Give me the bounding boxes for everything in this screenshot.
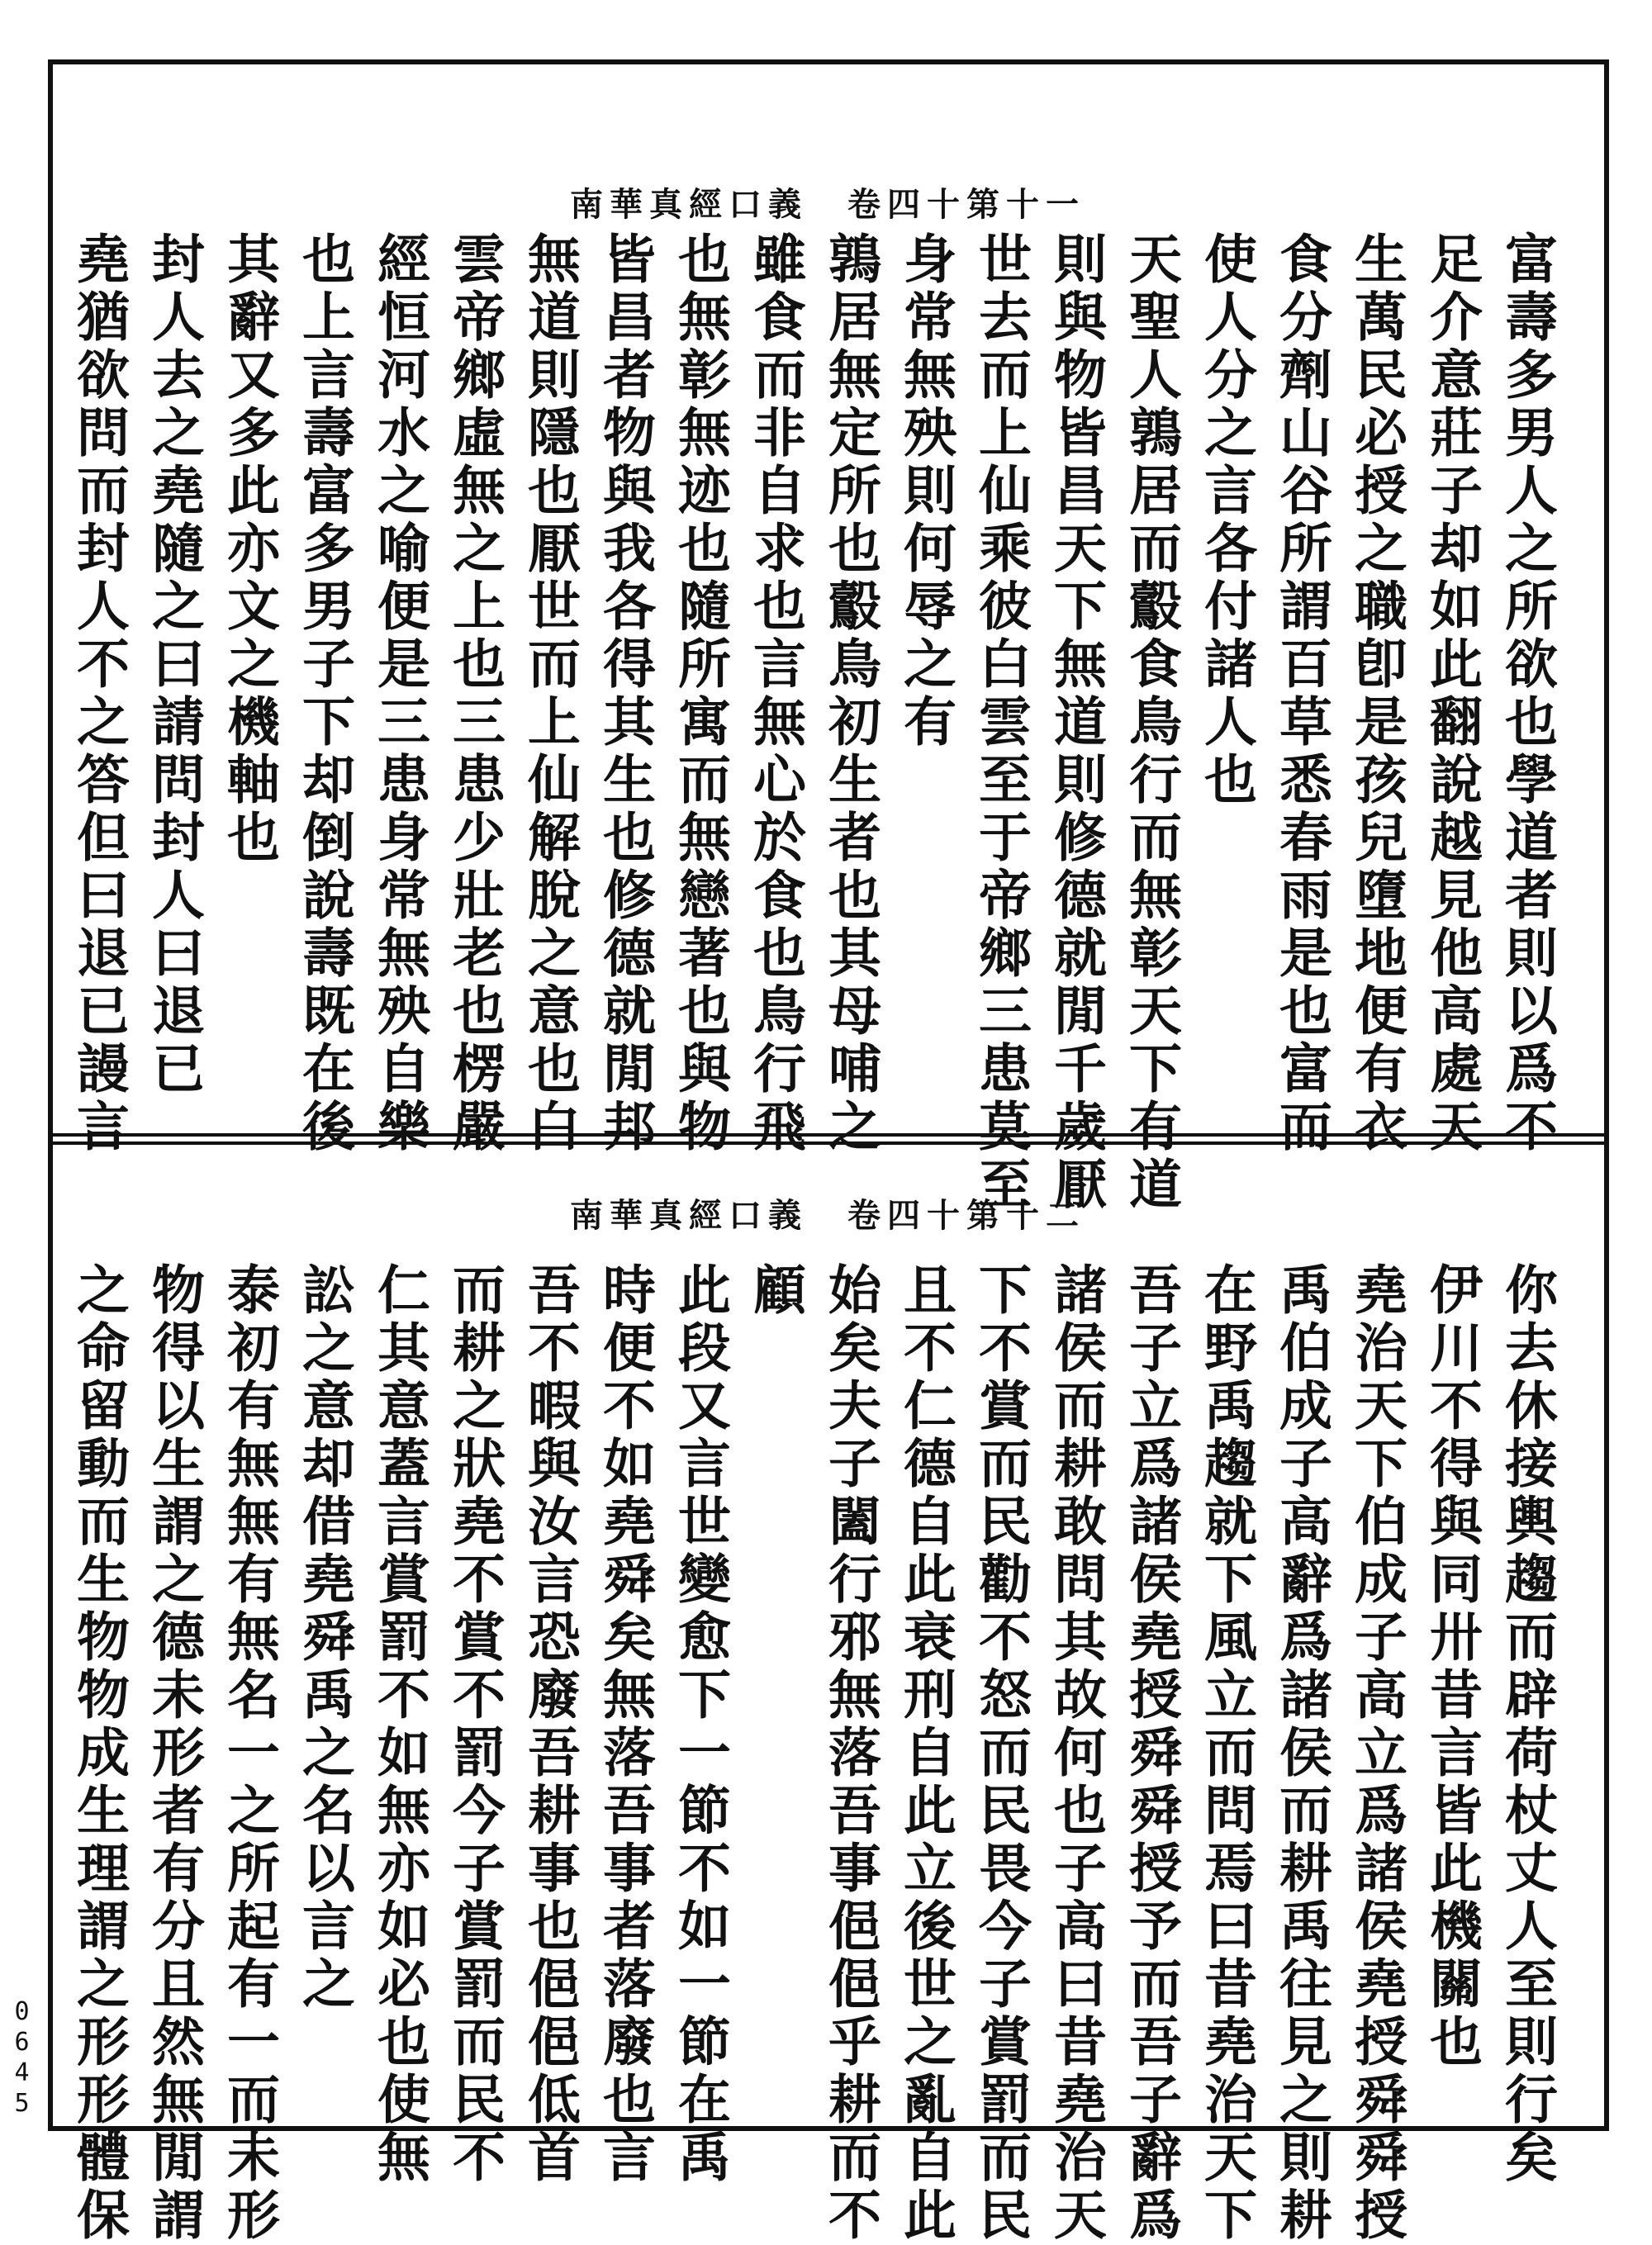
top-panel-text [58, 69, 1597, 1214]
text-column: 皆昌者物與我各得其生也修德就閒邦 [594, 231, 656, 1156]
bottom-panel-text [58, 1150, 1597, 2245]
text-column: 仁其意蓋言賞罰不如無亦如必也使無 [368, 1262, 430, 2187]
text-column: 吾子立爲諸侯堯授舜舜授予而吾子辭爲 [1120, 1262, 1182, 2245]
text-column: 生萬民必授之職卽是孩兒墮地便有衣 [1346, 231, 1408, 1156]
text-column: 在野禹趨就下風立而問焉曰昔堯治天下 [1195, 1262, 1257, 2245]
text-column: 泰初有無無有無名一之所起有一而未形 [218, 1262, 280, 2245]
text-column: 也無彰無迹也隨所寓而無戀著也與物 [669, 231, 731, 1156]
text-column: 鶉居無定所也鷇鳥初生者也其母哺之 [819, 231, 881, 1156]
text-column: 下不賞而民勸不怒而民畏今子賞罰而民 [970, 1262, 1032, 2245]
text-column: 訟之意却借堯舜禹之名以言之 [293, 1262, 355, 2014]
text-column: 時便不如堯舜矣無落吾事者落廢也言 [594, 1262, 656, 2187]
text-column: 堯猶欲問而封人不之答但曰退已謾言 [68, 231, 130, 1156]
text-column: 始矣夫子闔行邪無落吾事俋俋乎耕而不 [819, 1262, 881, 2245]
text-column: 食分劑山谷所謂百草悉春雨是也富而 [1270, 231, 1332, 1156]
text-column: 使人分之言各付諸人也 [1195, 231, 1257, 809]
text-column: 顧 [744, 1262, 806, 1320]
text-column: 物得以生謂之德未形者有分且然無閒謂 [143, 1262, 205, 2245]
top-panel-header: 南華真經口義 卷四十第十一 [570, 185, 1085, 224]
text-column: 雲帝鄉虛無之上也三患少壯老也楞嚴 [444, 231, 506, 1156]
text-column: 身常無殃則何辱之有 [895, 231, 957, 752]
text-column: 之命留動而生物物成生理謂之形形體保 [68, 1262, 130, 2245]
text-column: 而耕之狀堯不賞不罰今子賞罰而民不 [444, 1262, 506, 2187]
text-column: 無道則隱也厭世而上仙解脫之意也白 [519, 231, 581, 1156]
bottom-panel-header: 南華真經口義 卷四十第十二 [570, 1196, 1085, 1235]
text-column: 也上言壽富多男子下却倒說壽既在後 [293, 231, 355, 1156]
bottom-panel [58, 1150, 1597, 2245]
text-column: 天聖人鶉居而鷇食鳥行而無彰天下有道 [1120, 231, 1182, 1214]
text-column: 你去休接輿趨而辟荷杖丈人至則行矣 [1496, 1262, 1558, 2187]
text-column: 雖食而非自求也言無心於食也鳥行飛 [744, 231, 806, 1156]
text-column: 且不仁德自此衰刑自此立後世之亂自此 [895, 1262, 957, 2245]
text-column: 經恒河水之喻便是三患身常無殃自樂 [368, 231, 430, 1156]
text-column: 世去而上仙乘彼白雲至于帝鄉三患莫至 [970, 231, 1032, 1214]
page-number: 0645 [7, 1997, 36, 2119]
text-column: 堯治天下伯成子高立爲諸侯堯授舜舜授 [1346, 1262, 1408, 2245]
text-column: 禹伯成子高辭爲諸侯而耕禹往見之則耕 [1270, 1262, 1332, 2245]
text-column: 其辭又多此亦文之機軸也 [218, 231, 280, 867]
text-column: 吾不暇與汝言恐廢吾耕事也俋俋低首 [519, 1262, 581, 2187]
text-column: 伊川不得與同卅昔言皆此機關也 [1421, 1262, 1483, 2072]
text-column: 封人去之堯隨之曰請問封人曰退已 [143, 231, 205, 1099]
text-column: 足介意莊子却如此翻說越見他高處天 [1421, 231, 1483, 1156]
top-panel [58, 69, 1597, 1214]
text-column: 則與物皆昌天下無道則修德就閒千歲厭 [1045, 231, 1107, 1214]
text-column: 富壽多男人之所欲也學道者則以爲不 [1496, 231, 1558, 1156]
text-column: 此段又言世變愈下一節不如一節在禹 [669, 1262, 731, 2187]
text-column: 諸侯而耕敢問其故何也子高曰昔堯治天 [1045, 1262, 1107, 2245]
